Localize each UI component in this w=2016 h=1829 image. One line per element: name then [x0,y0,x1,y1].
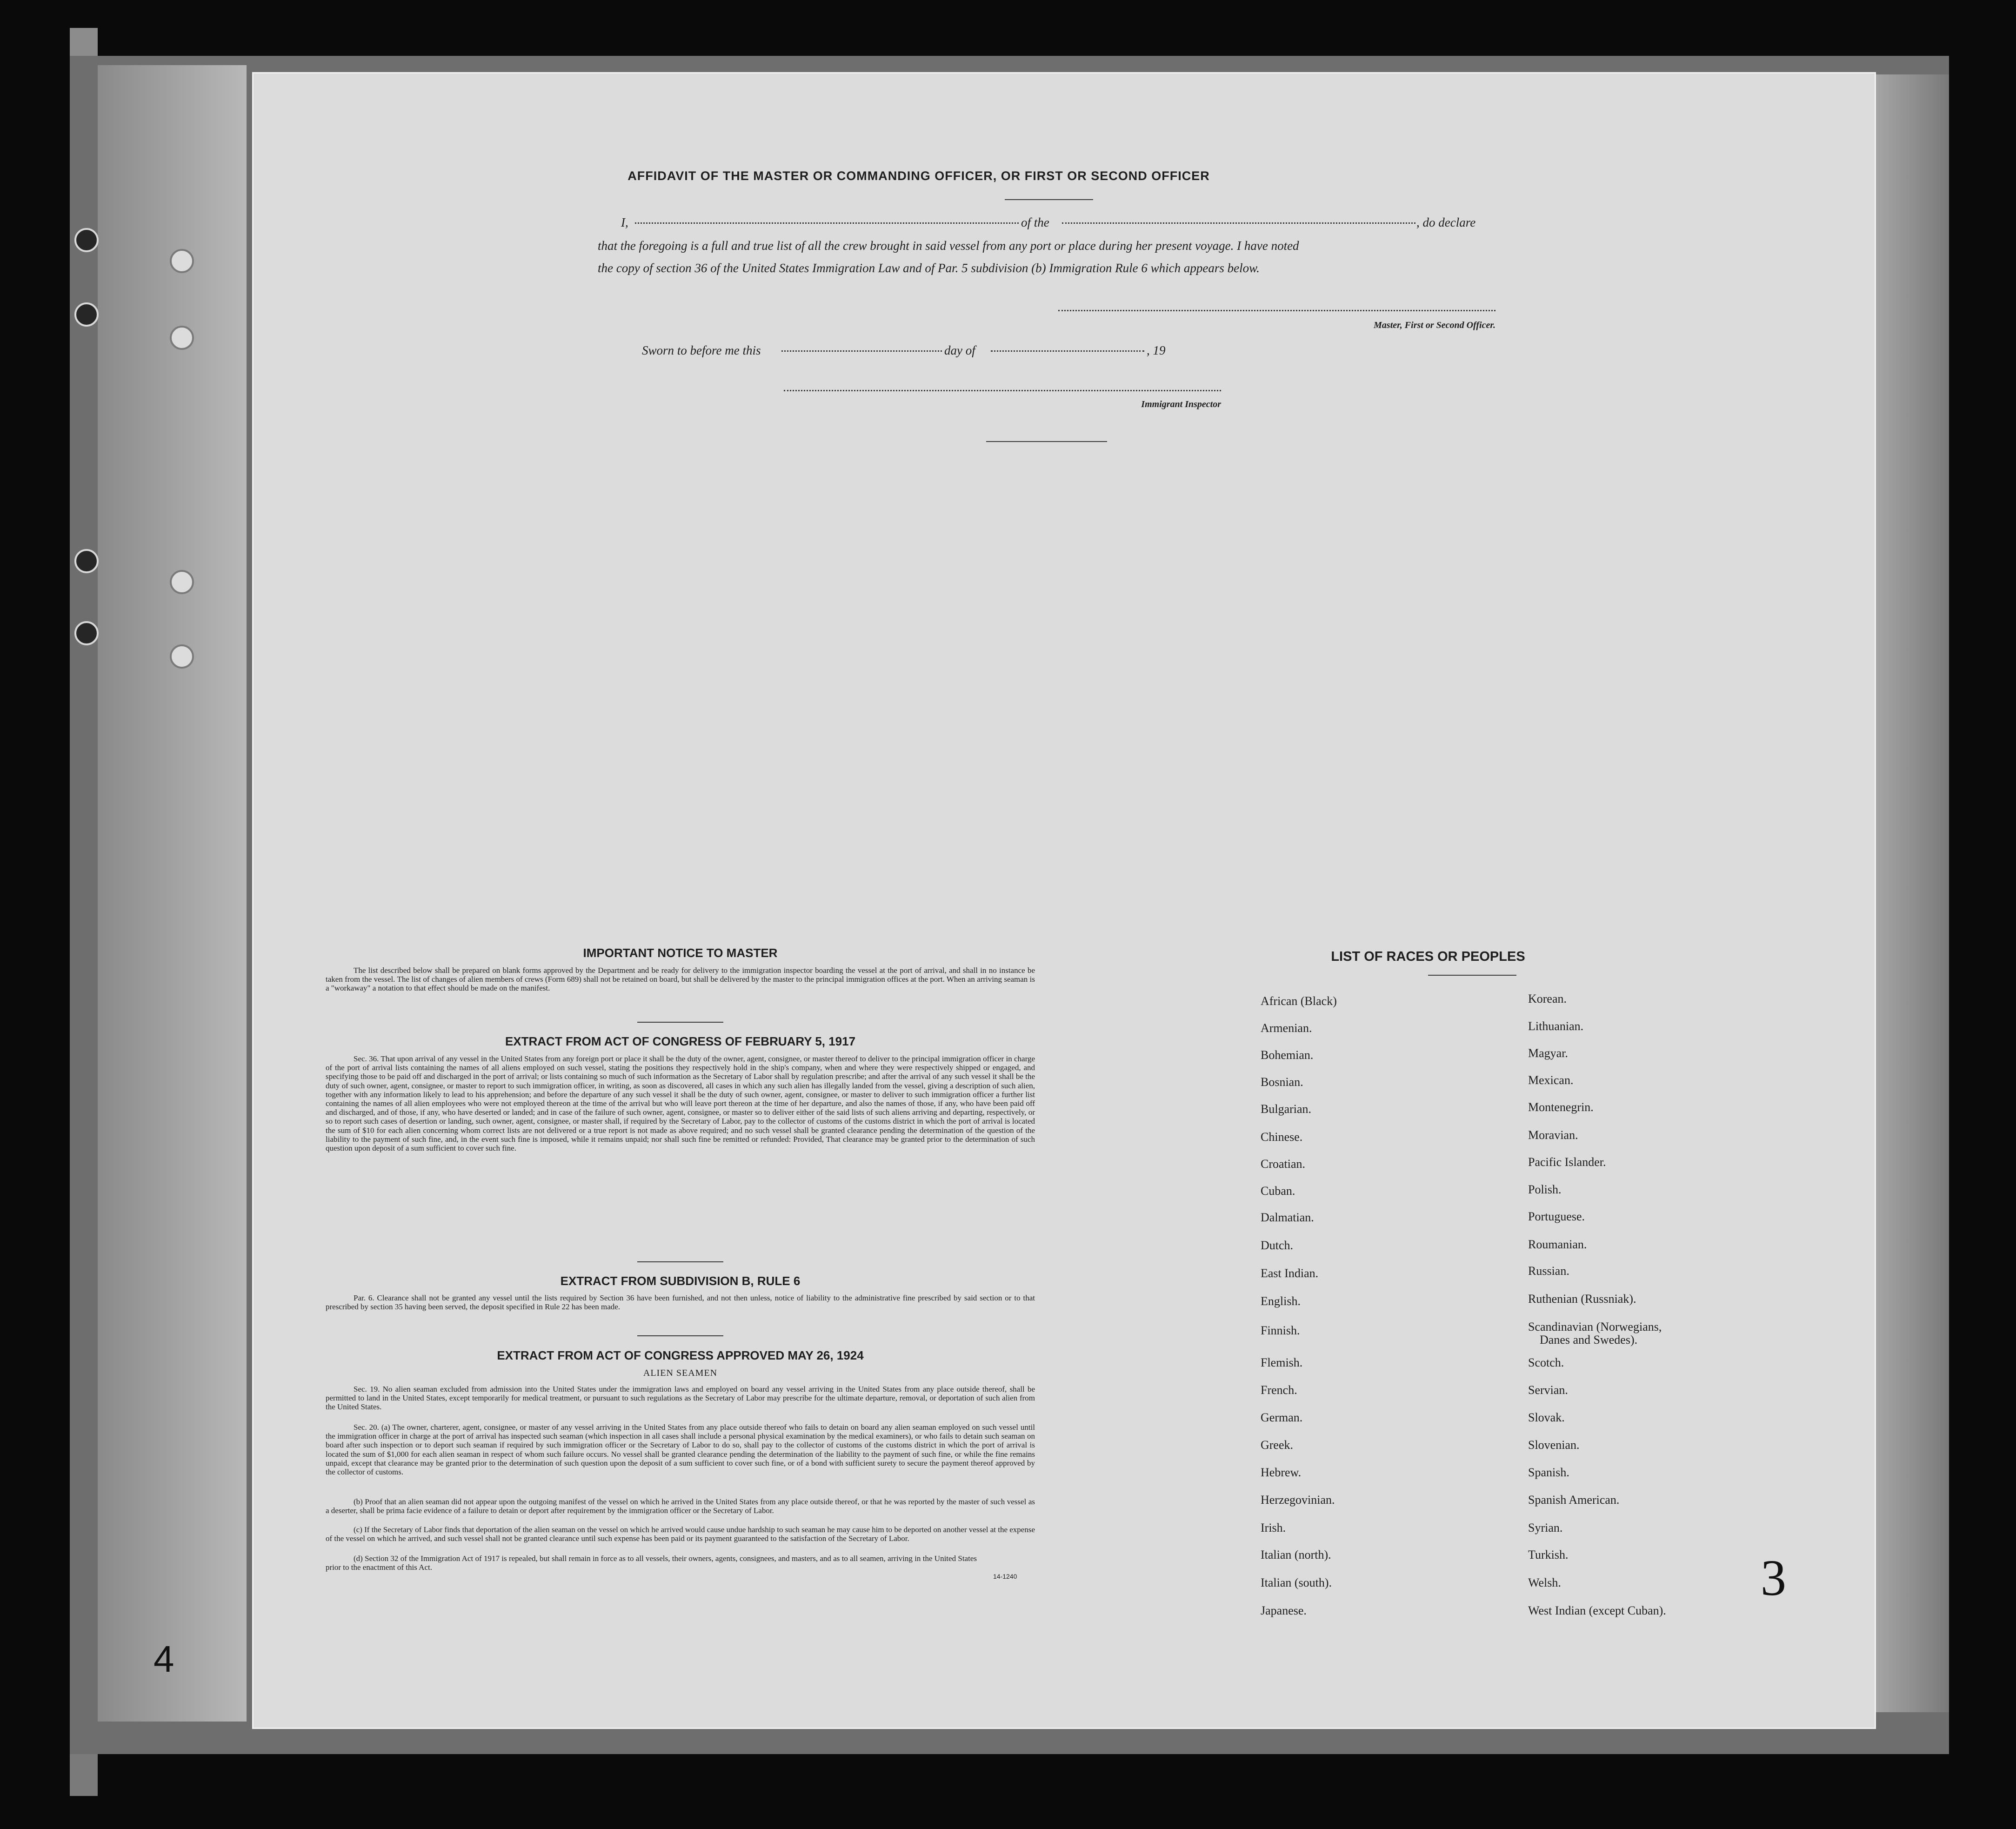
race-item: Cuban. [1261,1184,1295,1198]
extract-1924-subtitle: ALIEN SEAMEN [643,1368,718,1378]
race-item: Welsh. [1528,1576,1561,1589]
binder-hole-icon [170,326,194,350]
year-label: , 19 [1147,343,1166,357]
master-caption: Master, First or Second Officer. [1374,320,1495,330]
affidavit-i: I, [621,215,628,229]
race-item: Scotch. [1528,1356,1564,1369]
race-item: Herzegovinian. [1261,1493,1335,1507]
master-signature-blank[interactable] [1058,310,1495,311]
race-item: Lithuanian. [1528,1019,1584,1033]
race-item: Ruthenian (Russniak). [1528,1292,1636,1306]
race-item: Spanish American. [1528,1493,1620,1507]
race-item: Polish. [1528,1183,1562,1196]
race-item: Magyar. [1528,1046,1568,1060]
divider [1428,975,1516,976]
race-item: Bosnian. [1261,1075,1303,1089]
race-item: Chinese. [1261,1130,1303,1144]
race-item: Roumanian. [1528,1238,1587,1251]
affidavit-line-2: that the foregoing is a full and true list of all the crew brought in said vessel from any port or place during her present voyage. I have noted [598,239,1299,253]
name-blank[interactable] [635,222,1019,224]
race-item: Danes and Swedes). [1540,1333,1638,1347]
sworn-day-blank[interactable] [781,350,942,352]
binder-hole-icon [170,570,194,594]
race-item: West Indian (except Cuban). [1528,1604,1666,1617]
binder-hole-icon [74,549,99,573]
race-item: Italian (north). [1261,1548,1331,1561]
race-item: Dutch. [1261,1239,1294,1252]
race-item: Spanish. [1528,1466,1569,1479]
race-item: Armenian. [1261,1021,1312,1035]
sworn-label: Sworn to before me this [642,343,761,357]
right-page-fold [1870,74,1949,1712]
extract-1924-sec20c: (c) If the Secretary of Labor finds that deportation of the alien seaman on the vessel on which he arrived would cause undue hardship to such seaman he may cause him to be deported on another vessel at the expense of the vessel on which he arrived, and such vessel shall not be granted clearance until such expense has been paid or its payment guaranteed to the satisfaction of the Secretary of Labor. [326,1525,1035,1543]
race-item: Montenegrin. [1528,1100,1594,1114]
divider [986,441,1107,442]
race-item: Italian (south). [1261,1576,1332,1589]
race-item: East Indian. [1261,1266,1319,1280]
affidavit-of-the: of the [1021,215,1049,229]
race-item: English. [1261,1294,1301,1308]
extract-1924-sec20a: Sec. 20. (a) The owner, charterer, agent, consignee, or master of any vessel arriving in the United States from any place outside thereof who fails to detain on board any alien seaman employed on such vessel until the immigration officer in charge at the port of arrival has inspected such seaman (which inspection in all cases shall include a personal physical examination by the medical examiners), or who fails to detain such seaman on board after such inspection or to deport such seaman if required by such immigration officer or the Secretary of Labor to do so, shall pay to the collector of customs of the customs district in which the port of arrival is located the sum of $1,000 for each alien seaman in respect of whom such failure occurs. No vessel shall be granted clearance pending the determination of the liability to the payment of such fine, or while the fine remains unpaid, except that clearance may be granted prior to the determination of such question upon the deposit of a sum sufficient to cover such fine, or of a bond with sufficient surety to secure the payment thereof approved by the collector of customs. [326,1423,1035,1477]
race-item: Portuguese. [1528,1210,1585,1223]
extract-1924-sec20d: (d) Section 32 of the Immigration Act of 1917 is repealed, but shall remain in force as to all vessels, their owners, agents, consignees, and masters, and as to all seamen, arriving in the United States prior to the enactment of this Act. [326,1554,977,1572]
binder-hole-icon [74,228,99,252]
race-item: Slovak. [1528,1411,1565,1424]
extract-1917-title: EXTRACT FROM ACT OF CONGRESS OF FEBRUARY 5, 1917 [505,1034,856,1048]
race-item: Croatian. [1261,1157,1306,1171]
binder-hole-icon [74,621,99,645]
manifest-page [254,74,1875,1728]
left-page-fold [98,65,247,1722]
affidavit-title: AFFIDAVIT OF THE MASTER OR COMMANDING OFFICER, OR FIRST OR SECOND OFFICER [627,169,1210,183]
race-item: Finnish. [1261,1324,1300,1337]
race-item: Bohemian. [1261,1048,1314,1062]
race-item: Pacific Islander. [1528,1155,1606,1169]
handwritten-mark-left: 4 [154,1638,174,1680]
notice-body: The list described below shall be prepared on blank forms approved by the Department and be ready for delivery to the immigration inspector boarding the vessel at the port of arrival, and shall in no instance be taken from the vessel. The list of changes of alien members of crews (Form 689) shall not be retained on board, but shall be delivered by the master to the principal immigration offices at the port. When an arriving seaman is a "workaway" a notation to that effect should be made on the manifest. [326,966,1035,993]
race-item: Korean. [1528,992,1567,1005]
race-item: Moravian. [1528,1128,1578,1142]
divider [637,1261,723,1262]
race-item: Slovenian. [1528,1438,1580,1452]
race-item: Bulgarian. [1261,1102,1312,1116]
race-item: German. [1261,1411,1303,1424]
inspector-signature-blank[interactable] [784,390,1221,391]
race-item: Dalmatian. [1261,1211,1314,1224]
race-item: Hebrew. [1261,1466,1302,1479]
races-title: LIST OF RACES OR PEOPLES [1331,949,1525,964]
race-item: Russian. [1528,1264,1569,1278]
extract-rule6-body: Par. 6. Clearance shall not be granted any vessel until the lists required by Section 36 have been furnished, and not then unless, notice of liability to the administrative fine prescribed by said section or to that prescribed by section 35 having been served, the deposit specified in Rule 22 has been made. [326,1293,1035,1312]
race-item: Japanese. [1261,1604,1307,1617]
handwritten-mark-right: 3 [1761,1549,1786,1606]
inspector-caption: Immigrant Inspector [1141,399,1221,409]
affidavit-line-3: the copy of section 36 of the United States Immigration Law and of Par. 5 subdivision (b) Immigration Rule 6 which appears below. [598,261,1260,275]
extract-1924-title: EXTRACT FROM ACT OF CONGRESS APPROVED MAY 26, 1924 [497,1348,864,1362]
race-item: Flemish. [1261,1356,1303,1369]
race-item: African (Black) [1261,994,1337,1008]
race-item: Greek. [1261,1438,1294,1452]
sworn-month-blank[interactable] [991,350,1144,352]
race-item: French. [1261,1383,1297,1397]
race-item: Scandinavian (Norwegians, [1528,1320,1662,1333]
binder-hole-icon [170,644,194,669]
extract-1924-sec19: Sec. 19. No alien seaman excluded from admission into the United States under the immigration laws and employed on board any vessel arriving in the United States from any place outside thereof, shall be permitted to land in the United States, except temporarily for medical treatment, or pursuant to such regulations as the Secretary of Labor may prescribe for the ultimate departure, removal, or deportation of such alien from the United States. [326,1385,1035,1412]
race-item: Mexican. [1528,1073,1574,1087]
divider [637,1335,723,1336]
race-item: Irish. [1261,1521,1286,1534]
race-item: Servian. [1528,1383,1568,1397]
form-number: 14-1240 [993,1573,1017,1580]
race-item: Syrian. [1528,1521,1563,1534]
affidavit-do-declare: , do declare [1416,215,1476,229]
notice-title: IMPORTANT NOTICE TO MASTER [583,946,778,960]
extract-1917-body: Sec. 36. That upon arrival of any vessel in the United States from any foreign port or place it shall be the duty of the owner, agent, consignee, or master thereof to deliver to the principal immigration officer in charge of the port of arrival lists containing the names of all aliens employed on such vessel, stating the positions they respectively hold in the ship's company, when and where they were respectively shipped or engaged, and specifying those to be paid off and discharged in the port of arrival; or lists containing so much of such information as the Secretary of Labor shall by regulation prescribe; and after the arrival of any such vessel it shall be the duty of such owner, agent, consignee, or master to report to such immigration officer, in writing, as soon as discovered, all cases in which any such alien has illegally landed from the vessel, giving a description of such alien, together with any information likely to lead to his apprehension; and before the departure of any such vessel it shall be the duty of such owner, agent, consignee, or master to deliver to such immigration officer a further list containing the names of all alien employees who were not employed thereon at the time of the arrival but who will leave port thereon at the time of her departure, and also the names of those, if any, who have been paid off and discharged, and of those, if any, who have deserted or landed; and in case of the failure of such owner, agent, consignee, or master so to deliver either of the said lists of such aliens arriving and departing, respectively, or so to report such cases of desertion or landing, such owner, agent, consignee, or master shall, if required by the Secretary of Labor, pay to the collector of customs of the customs district in which the port of arrival is located the sum of $10 for each alien concerning whom correct lists are not delivered or a true report is not made as above required; and no such vessel shall be granted clearance pending the determination of the question of the liability to the payment of such fine, and, in the event such fine is imposed, while it remains unpaid; nor shall such fine be remitted or refunded: Provided, That clearance may be granted prior to the determination of such question upon deposit of a sum sufficient to cover such fine. [326,1054,1035,1153]
extract-rule6-title: EXTRACT FROM SUBDIVISION B, RULE 6 [560,1274,801,1288]
divider [637,1022,723,1023]
binder-hole-icon [170,249,194,273]
binder-hole-icon [74,302,99,327]
vessel-blank[interactable] [1062,222,1415,224]
extract-1924-sec20b: (b) Proof that an alien seaman did not appear upon the outgoing manifest of the vessel on which he arrived in the United States from any place outside thereof, or that he was reported by the master of such vessel as a deserter, shall be prima facie evidence of a failure to detain or deport after requirement by the immigration officer or the Secretary of Labor. [326,1497,1035,1515]
divider [1005,199,1093,200]
race-item: Turkish. [1528,1548,1569,1561]
day-of-label: day of [944,343,975,357]
